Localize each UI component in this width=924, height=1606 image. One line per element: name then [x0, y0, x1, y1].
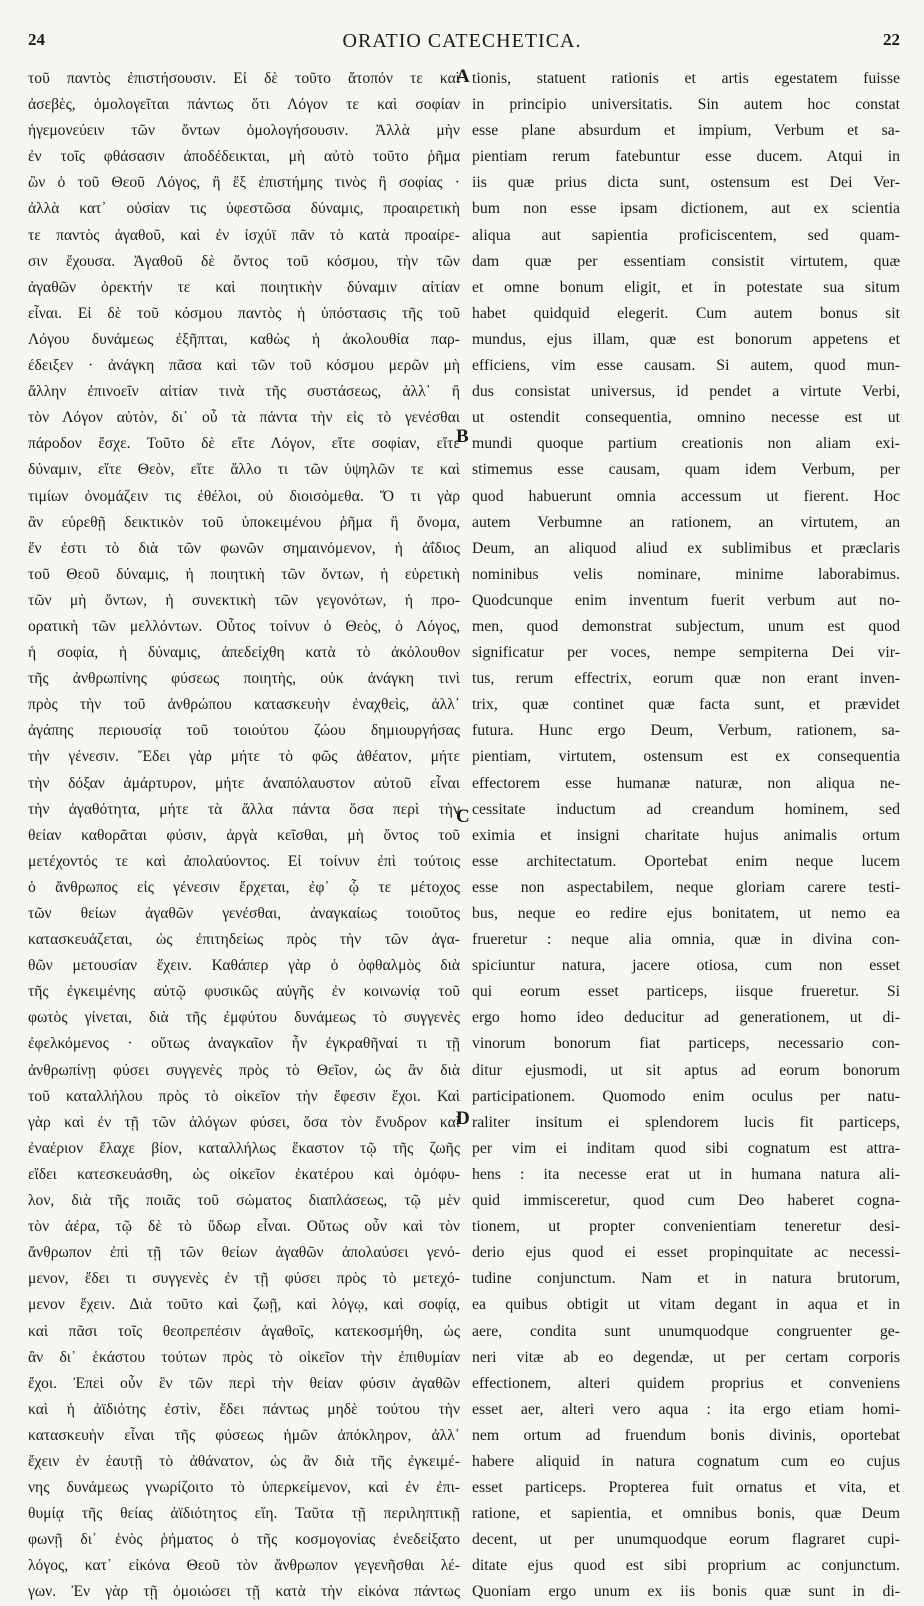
greek-text-line: λόγος, κατ᾽ εἰκόνα Θεοῦ τὸν ἄνθρωπον γεγενῆσθαι λέ- — [28, 1557, 460, 1575]
greek-text-line: τῆς ἐγκειμένης αὐτῷ φυσικῶς αὐγῆς ἐν κοινωνίᾳ τοῦ — [28, 983, 460, 1001]
page-number-right: 22 — [883, 30, 900, 49]
greek-text-line: θῶν μετουσίαν ἔχειν. Καθάπερ γὰρ ὁ ὀφθαλμὸς διὰ — [28, 957, 460, 975]
latin-text-line: nominibus velis nominare, minime laborabimus. — [472, 565, 900, 583]
latin-text-line: men, quod demonstrat subjectum, unum est quod — [472, 617, 900, 635]
greek-text-line: ἡγεμονεύειν τῶν ὄντων ὁμολογήσουσιν. Ἀλλὰ μὴν — [28, 122, 460, 140]
latin-text-line: autem Verbumne an rationem, an virtutem, an — [472, 513, 900, 531]
greek-text-line: τοῦ Θεοῦ δύναμις, ἡ ποιητικὴ τῶν ὄντων, ἡ εὑρετικὴ — [28, 565, 460, 583]
latin-text-line: bus, neque eo redire ejus bonitatem, ut nemo ea — [472, 905, 900, 922]
latin-text-line: tionem, ut propter convenientiam teneretur desi- — [472, 1218, 900, 1236]
greek-text-line: εἶναι. Εἰ δὲ τοῦ κόσμου παντὸς ἡ ὑπόστασις τῆς τοῦ — [28, 304, 460, 322]
latin-text-line: tionis, statuent rationis et artis egestatem fuisse — [472, 70, 900, 87]
latin-text-line: esset particeps. Propterea fuit ornatus et vita, et — [472, 1479, 900, 1497]
greek-text-line: ἔχειν ἐν ἑαυτῇ τὸ ἀθάνατον, ὡς ἂν διὰ τῆς ἐγκειμέ- — [28, 1452, 460, 1470]
greek-text-line: κατασκευὴν εἶναι τῆς φύσεως ἡμῶν ἀπόκληρον, ἀλλ᾽ — [28, 1426, 460, 1444]
greek-text-line: ἀγαθῶν ὀρεκτήν τε καὶ ποιητικὴν δύναμιν αἰτίαν — [28, 278, 460, 296]
latin-text-line: Deum, an aliquod aliud ex sublimibus et præclaris — [472, 539, 900, 557]
greek-text-line: ἀγάπης περιουσίᾳ τοῦ τοιούτου ζώου δημιουργήσας — [28, 722, 460, 740]
latin-text-line: raliter insitum ei splendorem lucis fit particeps, — [472, 1113, 900, 1131]
latin-text-line: Quodcunque enim inventum fuerit verbum aut no- — [472, 591, 900, 609]
latin-text-line: effectionem, alteri quidem proprius et conveniens — [472, 1374, 900, 1392]
greek-text-line: γων. Ἐν γὰρ τῇ ὁμοιώσει τῇ κατὰ τὴν εἰκόνα πάντως — [28, 1583, 460, 1601]
greek-text-line: ἄλλην ἐπινοεῖν αἰτίαν τινὰ τῆς συστάσεως, ἀλλ᾽ ἢ — [28, 383, 460, 401]
greek-text-line: ἔχοι. Ἐπεὶ οὖν ἓν τῶν περὶ τὴν θείαν φύσιν ἀγαθῶν — [28, 1374, 460, 1392]
latin-text-line: stimemus esse causam, quam idem Verbum, per — [472, 461, 900, 479]
greek-text-line: τῶν μὴ ὄντων, ἡ συνεκτικὴ τῶν γεγονότων, ἡ προ- — [28, 591, 460, 609]
latin-text-line: ditate ejus quod est sibi proprium ac conjunctum. — [472, 1557, 900, 1575]
greek-text-line: πάροδον ἔσχε. Τοῦτο δὲ εἴτε Λόγον, εἴτε σοφίαν, εἴτε — [28, 435, 460, 453]
greek-text-line: κατασκευάζεται, ὡς ἐπιτηδείως πρὸς τὴν τῶν ἀγα- — [28, 931, 460, 949]
greek-text-line: τοῦ καταλλήλου πρὸς τὸ οἰκεῖον τὴν ἔφεσιν ἔχοι. Καὶ — [28, 1087, 460, 1105]
greek-text-line: νης δυνάμεως γνωρίζοιτο τὸ ὑπερκείμενον, καὶ ἐν ἐπι- — [28, 1479, 460, 1497]
latin-text-line: habere aliquid in natura cognatum cum eo cujus — [472, 1452, 900, 1470]
latin-text-line: ut ostendit consequentia, omnino necesse est ut — [472, 409, 900, 427]
latin-text-column — [472, 66, 900, 1606]
latin-text-line: quid immisceretur, quod cum Deo haberet cogna- — [472, 1192, 900, 1210]
greek-text-line: ἡ σοφία, ἡ δύναμις, ἀπεδείχθη κατὰ τὸ ἀκόλουθον — [28, 644, 460, 662]
latin-text-line: et omne bonum eligit, et in potestate sua situm — [472, 278, 900, 296]
greek-text-line: τῆς ἀνθρωπίνης φύσεως ποιητὴς, οὐκ ἀνάγκη τινὶ — [28, 670, 460, 688]
greek-text-line: δύναμιν, εἴτε Θεὸν, εἴτε ἄλλο τι τῶν ὑψηλῶν τε καὶ — [28, 461, 460, 479]
latin-text-line: vinorum bonorum fiat particeps, necessario con- — [472, 1035, 900, 1053]
page-number-left: 24 — [28, 30, 45, 49]
latin-text-line: esse architectatum. Oportebat enim neque lucem — [472, 852, 900, 870]
greek-text-line: ἐφελκόμενος · οὕτως ἀναγκαῖον ἦν ἐγκραθῆναί τι τῇ — [28, 1035, 460, 1053]
latin-text-line: futura. Hunc ergo Deum, Verbum, rationem, sa- — [472, 722, 900, 740]
greek-text-line: τὸν ἀέρα, τῷ δὲ τὸ ὕδωρ εἶναι. Οὕτως οὖν καὶ τὸν — [28, 1218, 460, 1236]
section-marker-c: C — [456, 806, 470, 827]
latin-text-line: pientiam, virtutem, ostensum est ex consequentia — [472, 748, 900, 766]
latin-text-line: eximia et insigni charitate hujus animalis ortum — [472, 826, 900, 844]
latin-text-line: ergo homo ideo deducitur ad generationem, ut di- — [472, 1009, 900, 1027]
greek-text-line: ἐν τοῖς φθάσασιν ἀποδέδεικται, μὴ αὐτὸ τοῦτο ῥῆμα — [28, 148, 460, 166]
greek-text-line: τῶν θείων ἀγαθῶν γενέσθαι, ἀναγκαίως τοιοῦτος — [28, 905, 460, 922]
latin-text-line: ditur ejusmodi, ut sit aptus ad eorum bonorum — [472, 1061, 900, 1079]
latin-text-line: in principio universitatis. Sin autem hoc constat — [472, 96, 900, 114]
latin-text-line: nem ortum ad fruendum bonis divinis, oportebat — [472, 1426, 900, 1444]
greek-text-line: μενον ἔχειν. Διὰ τοῦτο καὶ ζωῇ, καὶ λόγῳ, καὶ σοφίᾳ, — [28, 1296, 460, 1314]
greek-text-line: φωνῇ δι᾽ ἑνὸς ῥήματος ὁ τῆς κοσμογονίας ἐνεδείξατο — [28, 1531, 460, 1549]
latin-text-line: esse plane absurdum et impium, Verbum et sa- — [472, 122, 900, 140]
greek-text-line: ἂν εὑρεθῇ δεικτικὸν τοῦ ὑποκειμένου ῥῆμα ἢ ὄνομα, — [28, 513, 460, 531]
greek-text-line: πρὸς τὴν τοῦ ἀνθρώπου κατασκευὴν ἐναχθεὶς, ἀλλ᾽ — [28, 696, 460, 714]
greek-text-line: μετέχοντός τε καὶ ἀπολαύοντος. Εἰ τοίνυν ἐπὶ τούτοις — [28, 852, 460, 870]
greek-text-line: ἕν ἐστι τὸ διὰ τῶν φωνῶν σημαινόμενον, ἡ ἀΐδιος — [28, 539, 460, 557]
latin-text-line: effectorem esse humanæ naturæ, non aliqua ne- — [472, 774, 900, 792]
greek-text-line: ἐναέριον ἔλαχε βίον, καταλλήλως ἕκαστον τῷ τῆς ζωῆς — [28, 1139, 460, 1157]
latin-text-line: pientiam rerum fatebuntur esse ducem. Atqui in — [472, 148, 900, 166]
latin-text-line: iis quæ prius dicta sunt, ostensum est Dei Ver- — [472, 174, 900, 192]
greek-text-line: τὴν δόξαν ἀμάρτυρον, μήτε ἀναπόλαυστον αὐτοῦ εἶναι — [28, 774, 460, 792]
section-marker-a: A — [456, 66, 470, 87]
latin-text-line: efficiens, vim esse causam. Si autem, quod mun- — [472, 357, 900, 375]
latin-text-line: participationem. Quomodo enim oculus per natu- — [472, 1087, 900, 1105]
latin-text-line: per vim ei inditam quod sibi cognatum est attra- — [472, 1139, 900, 1157]
section-marker-b: B — [456, 426, 469, 447]
latin-text-line: mundus, ejus illam, quæ est bonorum appetens et — [472, 330, 900, 348]
latin-text-line: significatur per voces, nempe sempiterna Dei vir- — [472, 644, 900, 662]
section-marker-d: D — [456, 1108, 470, 1129]
greek-text-line: τὴν ἀγαθότητα, μήτε τὰ ἄλλα πάντα ὅσα περὶ τὴν — [28, 800, 460, 818]
latin-text-line: cessitate inductum ad creandum hominem, sed — [472, 800, 900, 818]
latin-text-line: esset aer, alteri vero aqua : ita ergo etiam homi- — [472, 1400, 900, 1418]
latin-text-line: aere, condita sunt unumquodque congruenter ge- — [472, 1322, 900, 1340]
latin-text-line: hens : ita necesse erat ut in humana natura ali- — [472, 1165, 900, 1183]
greek-text-line: Λόγου δυνάμεως ἐξῆπται, καθὼς ἡ ἀκολουθία παρ- — [28, 330, 460, 348]
greek-text-line: εἴδει κατεσκευάσθη, ὡς οἰκεῖον ἑκατέρου καὶ ὁμόφυ- — [28, 1165, 460, 1183]
running-title: ORATIO CATECHETICA. — [342, 30, 582, 52]
latin-text-line: neri vitæ ab eo degendæ, ut per certam corporis — [472, 1348, 900, 1366]
latin-text-line: ratione, et sapientia, et omnibus bonis, quæ Deum — [472, 1505, 900, 1523]
page-header — [0, 0, 924, 62]
greek-text-line: ἀλλὰ κατ᾽ οὐσίαν τις ὑφεστῶσα δύναμις, προαιρετικὴ — [28, 200, 460, 218]
latin-text-line: frueretur : neque alia omnia, quæ in divina con- — [472, 931, 900, 949]
greek-text-line: ἀσεβὲς, ὁμολογεῖται πάντως ὅτι Λόγον τε καὶ σοφίαν — [28, 96, 460, 114]
greek-text-line: τοῦ παντὸς ἐπιστήσουσιν. Εἰ δὲ τοῦτο ἄτοπόν τε καὶ — [28, 70, 460, 87]
greek-text-line: θείαν καθορᾶται φύσιν, ἀργὰ κεῖσθαι, μὴ ὄντος τοῦ — [28, 826, 460, 844]
greek-text-line: ορατικὴ τῶν μελλόντων. Οὗτος τοίνυν ὁ Θεὸς, ὁ Λόγος, — [28, 617, 460, 635]
greek-text-line: ἄνθρωπον ἐπὶ τῇ τῶν θείων ἀγαθῶν ἀπολαύσει γενό- — [28, 1244, 460, 1262]
latin-text-line: trix, quæ continet quæ facta sunt, et prævidet — [472, 696, 900, 714]
greek-text-line: τιμίων ὀνομάζειν τις ἐθέλοι, οὐ διοισόμεθα. Ὅ τι γὰρ — [28, 487, 460, 505]
latin-text-line: mundi quoque partium creationis non aliam exi- — [472, 435, 900, 453]
greek-text-line: ὁ ἄνθρωπος εἰς γένεσιν ἔρχεται, ἐφ᾽ ᾧ τε μέτοχος — [28, 878, 460, 896]
greek-text-line: λον, διὰ τῆς ποιᾶς τοῦ σώματος διαπλάσεως, τῷ μὲν — [28, 1192, 460, 1210]
greek-text-line: φωτὸς γίνεται, διὰ τῆς ἐμφύτου δυνάμεως τὸ συγγενὲς — [28, 1009, 460, 1027]
latin-text-line: dus consistat universus, id pendet a virtute Verbi, — [472, 383, 900, 401]
greek-text-line: γὰρ καὶ ἐν τῇ τῶν ἀλόγων φύσει, ὅσα τὸν ἔνυδρον καὶ — [28, 1113, 460, 1131]
greek-text-line: τὴν γένεσιν. Ἔδει γὰρ μήτε τὸ φῶς ἀθέατον, μήτε — [28, 748, 460, 766]
greek-text-line: θυμίᾳ τῆς θείας ἀϊδιότητος εἴη. Ταῦτα τῇ περιληπτικῇ — [28, 1505, 460, 1523]
greek-text-line: σιν ἔχουσα. Ἀγαθοῦ δὲ ὄντος τοῦ κόσμου, τὴν τῶν — [28, 252, 460, 270]
latin-text-line: habet quidquid elegerit. Cum autem bonus sit — [472, 304, 900, 322]
latin-text-line: esse non aspectabilem, neque gloriam carere testi- — [472, 878, 900, 896]
latin-text-line: bum non esse ipsam dictionem, aut ex scientia — [472, 200, 900, 218]
latin-text-line: tus, rerum effectrix, eorum quæ non erant inven- — [472, 670, 900, 688]
greek-text-line: τε παντὸς ἀγαθοῦ, καὶ ἐν ἰσχύϊ πᾶν τὸ κατὰ προαίρε- — [28, 226, 460, 244]
greek-text-line: έδειξεν · ἀνάγκη πᾶσα καὶ τῶν τοῦ κόσμου μερῶν μὴ — [28, 357, 460, 375]
latin-text-line: aliqua aut sapientia proficiscentem, sed quam- — [472, 226, 900, 244]
greek-text-line: ὢν ὁ τοῦ Θεοῦ Λόγος, ἢ ἕξ ἐπιστήμης τινὸς ἢ σοφίας · — [28, 174, 460, 192]
greek-text-line: τὸν Λόγον αὐτὸν, δι᾽ οὗ τὰ πάντα τὴν εἰς τὸ γενέσθαι — [28, 409, 460, 427]
greek-text-line: ἀνθρωπίνῃ φύσει συγγενὲς πρὸς τὸ Θεῖον, ὡς ἂν διὰ — [28, 1061, 460, 1079]
latin-text-line: ea quibus obtigit ut vitam degant in aqua et in — [472, 1296, 900, 1314]
latin-text-line: qui eorum esset particeps, iisque frueretur. Si — [472, 983, 900, 1001]
latin-text-line: decent, ut per unumquodque eorum flagraret cupi- — [472, 1531, 900, 1549]
greek-text-line: μενον, ἔδει τι συγγενὲς ἐν τῇ φύσει πρὸς τὸ μετεχό- — [28, 1270, 460, 1288]
latin-text-line: dam quæ per essentiam consistit virtutem, quæ — [472, 252, 900, 270]
latin-text-line: tudine conjunctum. Nam et in natura brutorum, — [472, 1270, 900, 1288]
greek-text-column — [28, 66, 460, 1606]
greek-text-line: καὶ ἡ ἀϊδιότης ἐστὶν, ἔδει πάντως μηδὲ τούτου τὴν — [28, 1400, 460, 1418]
latin-text-line: Quoniam ergo unum ex iis bonis quæ sunt in di- — [472, 1583, 900, 1601]
latin-text-line: derio ejus quod ei esset propinquitate ac necessi- — [472, 1244, 900, 1262]
greek-text-line: καὶ πᾶσι τοῖς θεοπρεπέσιν ἀγαθοῖς, κατεκοσμήθη, ὡς — [28, 1322, 460, 1340]
greek-text-line: ἂν δι᾽ ἑκάστου τούτων πρὸς τὸ οἰκεῖον τὴν ἐπιθυμίαν — [28, 1348, 460, 1366]
latin-text-line: quod habuerunt omnia accessum ut fierent. Hoc — [472, 487, 900, 505]
latin-text-line: spiciuntur natura, jacere otiosa, cum non esset — [472, 957, 900, 975]
